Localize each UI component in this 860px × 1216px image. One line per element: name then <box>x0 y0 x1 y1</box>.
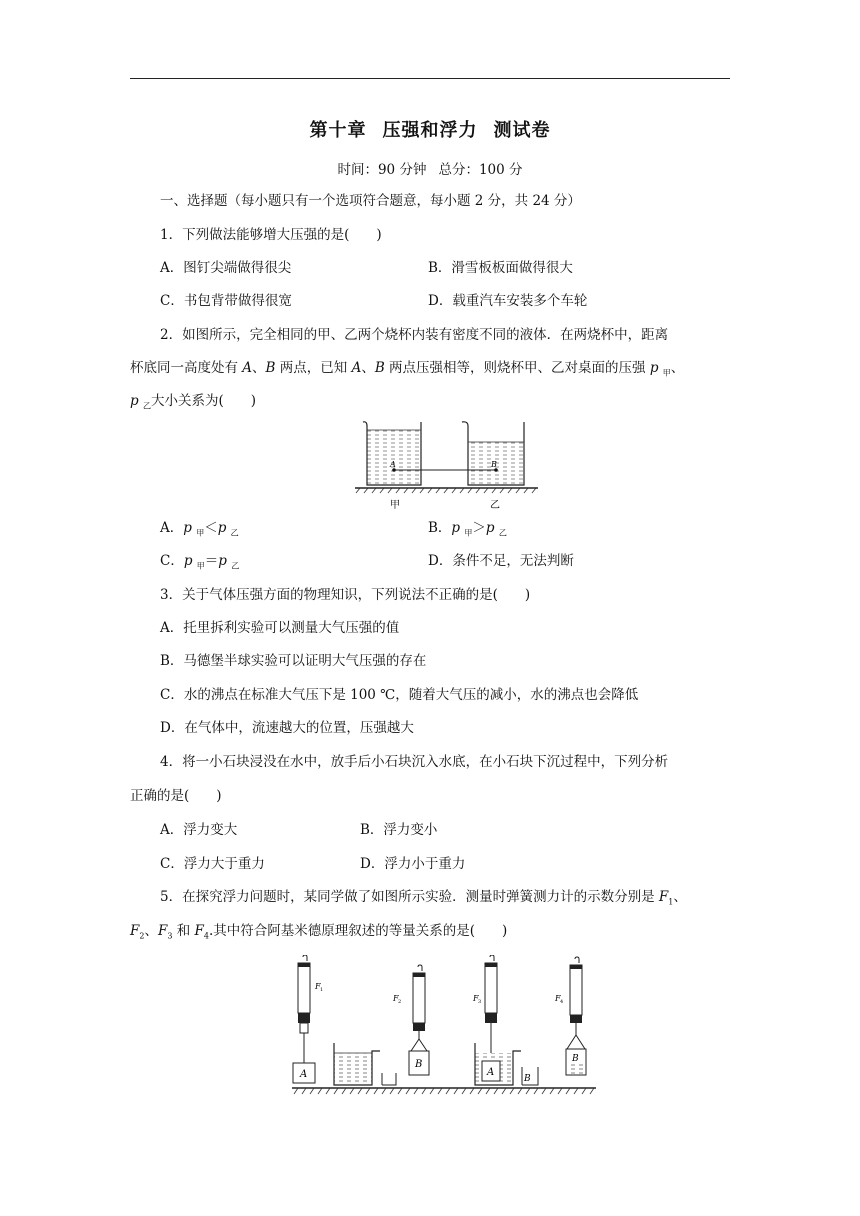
subscript-yi: 乙 <box>142 401 151 411</box>
q2-line3 <box>130 391 256 417</box>
q2-option-c <box>160 551 239 577</box>
subscript: 1 <box>668 897 674 907</box>
spring-scale-1 <box>293 955 323 1083</box>
q1-stem: 1．下列做法能够增大压强的是( ) <box>160 227 382 243</box>
q2-option-a <box>160 518 239 544</box>
f1-label: F <box>315 982 321 991</box>
q1-option-c: C．书包背带做得很宽 <box>160 293 292 309</box>
subscript-yi: 乙 <box>231 561 240 571</box>
subscript-jia: 甲 <box>196 561 205 571</box>
subscript: 3 <box>167 931 173 941</box>
q5-text: 5．在探究浮力问题时，某同学做了如图所示实验．测量时弹簧测力计的示数分别是 <box>160 889 659 905</box>
q2-line1: 2．如图所示，完全相同的甲、乙两个烧杯内装有密度不同的液体．在两烧杯中，距离 <box>160 327 669 343</box>
q1-option-b: B．滑雪板板面做得很大 <box>428 260 573 276</box>
f3-label: F <box>473 994 479 1003</box>
q4-line2: 正确的是( ) <box>130 788 222 804</box>
q3-option-c: C．水的沸点在标准大气压下是 100 ℃，随着大气压的减小，水的沸点也会降低 <box>160 687 639 703</box>
subscript-yi: 乙 <box>230 528 239 538</box>
subscript-jia: 甲 <box>196 528 205 538</box>
q2-option-d: D．条件不足，无法判断 <box>428 553 574 569</box>
pressure-symbol: p <box>217 520 227 536</box>
title-topic: 压强和浮力 <box>382 120 478 141</box>
f3-subscript: 3 <box>478 999 482 1005</box>
force-symbol: F <box>194 923 204 939</box>
subscript-yi: 乙 <box>498 528 507 538</box>
section-heading: 一、选择题（每小题只有一个选项符合题意，每小题 2 分，共 24 分） <box>160 193 581 209</box>
block-a-label: A <box>300 1069 308 1080</box>
q3-stem: 3．关于气体压强方面的物理知识，下列说法不正确的是( ) <box>160 587 531 603</box>
spring-scale-2 <box>392 965 429 1075</box>
spring-scale-4 <box>554 957 586 1075</box>
q2-text: 、 <box>361 360 375 376</box>
force-symbol: F <box>157 923 168 939</box>
exam-score: 总分：100 分 <box>438 162 523 178</box>
q2-text: 杯底同一高度处有 <box>130 360 243 376</box>
q3-option-a: A．托里拆利实验可以测量大气压强的值 <box>160 620 400 636</box>
q2-option-b <box>428 518 507 544</box>
q2-point-a: A <box>242 360 253 376</box>
pressure-symbol: p <box>649 360 659 376</box>
relation-symbol: ＜ <box>204 520 218 536</box>
beakers-figure <box>350 417 550 512</box>
bucket-b-empty-label: B <box>524 1074 531 1084</box>
pressure-symbol: p <box>218 553 227 569</box>
q2-point-b: B <box>265 360 276 376</box>
page-title <box>0 116 860 142</box>
f1-subscript: 1 <box>320 987 324 993</box>
q3-option-b: B．马德堡半球实验可以证明大气压强的存在 <box>160 653 427 669</box>
bucket-b-water-label: B <box>572 1054 579 1064</box>
q2-point-b: B <box>374 360 385 376</box>
pressure-symbol: p <box>183 553 193 569</box>
subscript-jia: 甲 <box>662 368 671 378</box>
q2-text: 大小关系为( ) <box>150 393 256 409</box>
q5-text: 、 <box>144 923 158 939</box>
q2-text: 、 <box>670 360 685 376</box>
q2-text: 两点压强相等，则烧杯甲、乙对桌面的压强 <box>384 360 650 376</box>
bucket-b-label: B <box>415 1059 423 1070</box>
point-a-label: A <box>390 460 396 469</box>
option-letter: A． <box>160 520 184 536</box>
subscript-jia: 甲 <box>464 528 473 538</box>
force-symbol: F <box>658 889 669 905</box>
q5-text: .其中符合阿基米德原理叙述的等量关系的是( ) <box>209 923 508 939</box>
q2-point-a: A <box>351 360 362 376</box>
beaker-yi-label: 乙 <box>490 500 500 511</box>
relation-symbol: ＞ <box>472 520 486 536</box>
block-a-submerged-label: A <box>487 1067 495 1078</box>
pressure-symbol: p <box>485 520 495 536</box>
point-b-label: B <box>491 460 497 469</box>
q4-option-d: D．浮力小于重力 <box>360 856 466 872</box>
overflow-beaker-1 <box>334 1043 396 1085</box>
q5-line2 <box>130 921 507 947</box>
subscript: 4 <box>203 931 209 941</box>
top-rule <box>130 78 730 79</box>
relation-symbol: ＝ <box>204 553 219 569</box>
exam-time: 时间：90 分钟 <box>337 162 427 178</box>
q2-text: 、 <box>252 360 266 376</box>
q4-option-a: A．浮力变大 <box>160 822 238 838</box>
title-chapter: 第十章 <box>309 120 367 141</box>
q4-line1: 4．将一小石块浸没在水中，放手后小石块沉入水底，在小石块下沉过程中，下列分析 <box>160 754 669 770</box>
pressure-symbol: p <box>130 393 139 409</box>
beaker-jia-label: 甲 <box>390 500 400 511</box>
beaker-jia-liquid <box>367 430 421 485</box>
pressure-symbol: p <box>183 520 192 536</box>
q3-option-d: D．在气体中，流速越大的位置，压强越大 <box>160 720 414 736</box>
f2-label: F <box>393 994 399 1003</box>
q1-option-a: A．图钉尖端做得很尖 <box>160 260 292 276</box>
f4-subscript: 4 <box>560 999 564 1005</box>
q2-line2 <box>130 358 684 384</box>
subscript: 2 <box>139 931 145 941</box>
title-test: 测试卷 <box>493 120 551 141</box>
force-symbol: F <box>130 923 140 939</box>
q5-text: 和 <box>172 923 195 939</box>
pressure-symbol: p <box>451 520 461 536</box>
q5-text: 、 <box>673 889 687 905</box>
spring-scale-3 <box>472 955 538 1085</box>
q2-text: 两点，已知 <box>275 360 352 376</box>
q5-line1 <box>160 887 687 913</box>
f2-subscript: 2 <box>398 999 402 1005</box>
spring-scale-figure <box>290 955 600 1105</box>
f4-label: F <box>555 994 561 1003</box>
q4-option-c: C．浮力大于重力 <box>160 856 265 872</box>
option-letter: C． <box>160 553 184 569</box>
q1-option-d: D．载重汽车安装多个车轮 <box>428 293 588 309</box>
option-letter: B． <box>428 520 452 536</box>
q4-option-b: B．浮力变小 <box>360 822 438 838</box>
exam-meta <box>0 158 860 178</box>
